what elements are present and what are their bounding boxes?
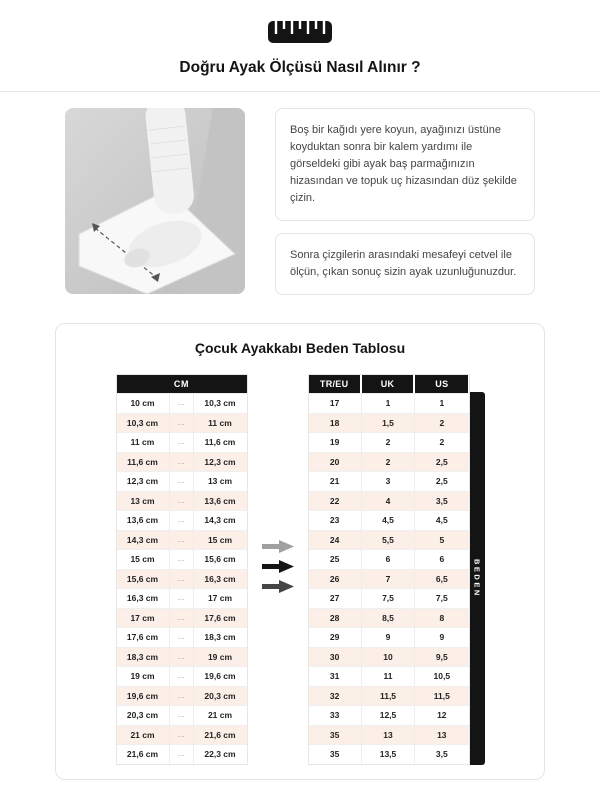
us-value: 3,5 — [435, 495, 448, 506]
tr-eu-value: 27 — [309, 589, 362, 608]
tr-eu-value: 17 — [309, 394, 362, 413]
us-value: 9,5 — [435, 651, 448, 662]
uk-value: 13,5 — [362, 745, 415, 764]
tr-eu-value: 23 — [309, 511, 362, 530]
us-value: 5 — [439, 534, 445, 545]
cm-min: 12,3 cm — [117, 472, 170, 491]
table-row — [117, 647, 247, 667]
table-row — [309, 569, 469, 589]
size-table-body — [309, 393, 469, 764]
tr-eu-value: 21 — [309, 472, 362, 491]
table-row — [309, 686, 469, 706]
tr-eu-value: 22 — [309, 492, 362, 511]
tr-eu-value: 30 — [309, 648, 362, 667]
page-title: Doğru Ayak Ölçüsü Nasıl Alınır ? — [179, 59, 421, 76]
table-row — [117, 608, 247, 628]
cm-min: 21 cm — [117, 726, 170, 745]
us-value: 12 — [437, 710, 447, 721]
cm-min: 15,6 cm — [117, 570, 170, 589]
separator: ... — [170, 550, 194, 569]
instruction-box-1 — [275, 108, 535, 221]
table-row — [117, 627, 247, 647]
beden-bar — [470, 392, 485, 765]
tr-eu-value: 32 — [309, 687, 362, 706]
cm-max: 19 cm — [207, 651, 233, 662]
table-row — [117, 471, 247, 491]
cm-min: 19 cm — [117, 667, 170, 686]
uk-value: 7 — [362, 570, 415, 589]
separator: ... — [170, 531, 194, 550]
cm-max: 15 cm — [207, 534, 233, 545]
table-row — [309, 510, 469, 530]
cm-min: 15 cm — [117, 550, 170, 569]
uk-value: 2 — [362, 433, 415, 452]
instructions-section — [0, 92, 600, 295]
separator: ... — [170, 648, 194, 667]
table-row — [117, 705, 247, 725]
table-row — [309, 530, 469, 550]
conversion-arrows — [262, 540, 294, 593]
uk-value: 1 — [362, 394, 415, 413]
size-table-header-row — [309, 375, 469, 393]
table-row — [117, 686, 247, 706]
table-row — [309, 608, 469, 628]
table-row — [309, 432, 469, 452]
us-value: 2 — [439, 417, 445, 428]
separator: ... — [170, 433, 194, 452]
tr-eu-value: 18 — [309, 414, 362, 433]
table-row — [117, 491, 247, 511]
table-row — [309, 471, 469, 491]
cm-table-body — [117, 393, 247, 764]
uk-value: 4 — [362, 492, 415, 511]
table-row — [309, 725, 469, 745]
table-row — [117, 510, 247, 530]
uk-value: 13 — [362, 726, 415, 745]
us-value: 13 — [437, 729, 447, 740]
table-row — [309, 393, 469, 413]
uk-value: 3 — [362, 472, 415, 491]
table-row — [117, 744, 247, 764]
cm-min: 18,3 cm — [117, 648, 170, 667]
table-row — [117, 413, 247, 433]
us-value: 2,5 — [435, 456, 448, 467]
us-value: 4,5 — [435, 515, 448, 526]
table-row — [309, 588, 469, 608]
separator: ... — [170, 589, 194, 608]
tr-eu-value: 24 — [309, 531, 362, 550]
cm-min: 19,6 cm — [117, 687, 170, 706]
size-table — [308, 374, 470, 765]
cm-max: 16,3 cm — [204, 573, 236, 584]
cm-min: 17 cm — [117, 609, 170, 628]
beden-label: BEDEN — [472, 559, 482, 598]
separator: ... — [170, 511, 194, 530]
size-table-card — [55, 323, 545, 780]
size-table-wrap — [308, 374, 485, 765]
separator: ... — [170, 687, 194, 706]
instruction-text-1: Boş bir kağıdı yere koyun, ayağınızı üstüne koyduktan sonra bir kalem yardımı ile görseldeki gibi ayak baş parmağınızın hizasından ve topuk uç hizasından düz şekilde çizin. — [290, 124, 517, 205]
header — [0, 0, 600, 77]
instruction-boxes — [275, 108, 535, 295]
right-arrow-icon — [262, 580, 294, 593]
cm-min: 20,3 cm — [117, 706, 170, 725]
separator: ... — [170, 628, 194, 647]
us-value: 10,5 — [433, 671, 451, 682]
cm-table — [116, 374, 248, 765]
us-value: 2 — [439, 437, 445, 448]
table-row — [309, 705, 469, 725]
table-row — [117, 530, 247, 550]
tr-eu-value: 35 — [309, 726, 362, 745]
separator: ... — [170, 394, 194, 413]
cm-min: 16,3 cm — [117, 589, 170, 608]
tr-eu-value: 19 — [309, 433, 362, 452]
ruler-icon — [267, 20, 333, 44]
uk-value: 12,5 — [362, 706, 415, 725]
uk-value: 5,5 — [362, 531, 415, 550]
uk-value: 2 — [362, 453, 415, 472]
table-row — [309, 491, 469, 511]
tr-eu-value: 35 — [309, 745, 362, 764]
uk-value: 7,5 — [362, 589, 415, 608]
separator: ... — [170, 472, 194, 491]
table-row — [117, 432, 247, 452]
tr-eu-value: 33 — [309, 706, 362, 725]
cm-min: 14,3 cm — [117, 531, 170, 550]
cm-max: 17,6 cm — [204, 612, 236, 623]
us-value: 3,5 — [435, 749, 448, 760]
cm-min: 13 cm — [117, 492, 170, 511]
cm-max: 15,6 cm — [204, 554, 236, 565]
cm-max: 11 cm — [208, 417, 232, 428]
instruction-box-2 — [275, 233, 535, 295]
cm-min: 10,3 cm — [117, 414, 170, 433]
tr-eu-value: 28 — [309, 609, 362, 628]
table-row — [309, 744, 469, 764]
table-row — [117, 393, 247, 413]
size-tables — [56, 374, 544, 765]
uk-value: 1,5 — [362, 414, 415, 433]
table-row — [117, 666, 247, 686]
size-table-title: Çocuk Ayakkabı Beden Tablosu — [194, 340, 406, 357]
foot-measurement-photo — [65, 108, 245, 294]
instruction-text-2: Sonra çizgilerin arasındaki mesafeyi cetvel ile ölçün, çıkan sonuç sizin ayak uzunluğunuzdur. — [290, 249, 517, 279]
us-value: 7,5 — [435, 593, 448, 604]
us-value: 9 — [439, 632, 445, 643]
header-uk: UK — [362, 375, 415, 393]
table-row — [309, 666, 469, 686]
table-row — [117, 569, 247, 589]
table-row — [309, 627, 469, 647]
header-us: US — [415, 375, 468, 393]
table-row — [309, 413, 469, 433]
table-row — [117, 588, 247, 608]
cm-max: 19,6 cm — [204, 671, 236, 682]
separator: ... — [170, 726, 194, 745]
uk-value: 9 — [362, 628, 415, 647]
cm-min: 13,6 cm — [117, 511, 170, 530]
cm-min: 17,6 cm — [117, 628, 170, 647]
cm-max: 13 cm — [207, 476, 233, 487]
separator: ... — [170, 453, 194, 472]
table-row — [117, 549, 247, 569]
cm-max: 11,6 cm — [204, 437, 236, 448]
separator: ... — [170, 609, 194, 628]
table-row — [309, 452, 469, 472]
uk-value: 10 — [362, 648, 415, 667]
us-value: 8 — [439, 612, 445, 623]
separator: ... — [170, 667, 194, 686]
us-value: 6,5 — [435, 573, 448, 584]
cm-min: 11,6 cm — [117, 453, 170, 472]
tr-eu-value: 31 — [309, 667, 362, 686]
cm-max: 21,6 cm — [204, 729, 236, 740]
table-row — [117, 725, 247, 745]
uk-value: 8,5 — [362, 609, 415, 628]
uk-value: 11,5 — [362, 687, 415, 706]
table-row — [309, 647, 469, 667]
cm-table-header: CM — [117, 375, 247, 393]
separator: ... — [170, 570, 194, 589]
tr-eu-value: 26 — [309, 570, 362, 589]
separator: ... — [170, 745, 194, 764]
us-value: 2,5 — [435, 476, 448, 487]
cm-max: 17 cm — [207, 593, 233, 604]
separator: ... — [170, 706, 194, 725]
cm-max: 18,3 cm — [204, 632, 236, 643]
cm-max: 22,3 cm — [204, 749, 236, 760]
cm-max: 12,3 cm — [204, 456, 236, 467]
cm-min: 11 cm — [117, 433, 170, 452]
header-tr-eu: TR/EU — [309, 375, 362, 393]
cm-max: 20,3 cm — [204, 690, 236, 701]
cm-min: 21,6 cm — [117, 745, 170, 764]
cm-max: 10,3 cm — [204, 398, 236, 409]
uk-value: 4,5 — [362, 511, 415, 530]
uk-value: 6 — [362, 550, 415, 569]
cm-max: 13,6 cm — [204, 495, 236, 506]
right-arrow-icon — [262, 560, 294, 573]
cm-max: 14,3 cm — [204, 515, 236, 526]
us-value: 1 — [439, 398, 445, 409]
right-arrow-icon — [262, 540, 294, 553]
separator: ... — [170, 492, 194, 511]
tr-eu-value: 29 — [309, 628, 362, 647]
us-value: 11,5 — [433, 690, 450, 701]
table-row — [309, 549, 469, 569]
separator: ... — [170, 414, 194, 433]
us-value: 6 — [439, 554, 445, 565]
tr-eu-value: 25 — [309, 550, 362, 569]
table-row — [117, 452, 247, 472]
cm-max: 21 cm — [207, 710, 233, 721]
uk-value: 11 — [362, 667, 415, 686]
cm-min: 10 cm — [117, 394, 170, 413]
tr-eu-value: 20 — [309, 453, 362, 472]
